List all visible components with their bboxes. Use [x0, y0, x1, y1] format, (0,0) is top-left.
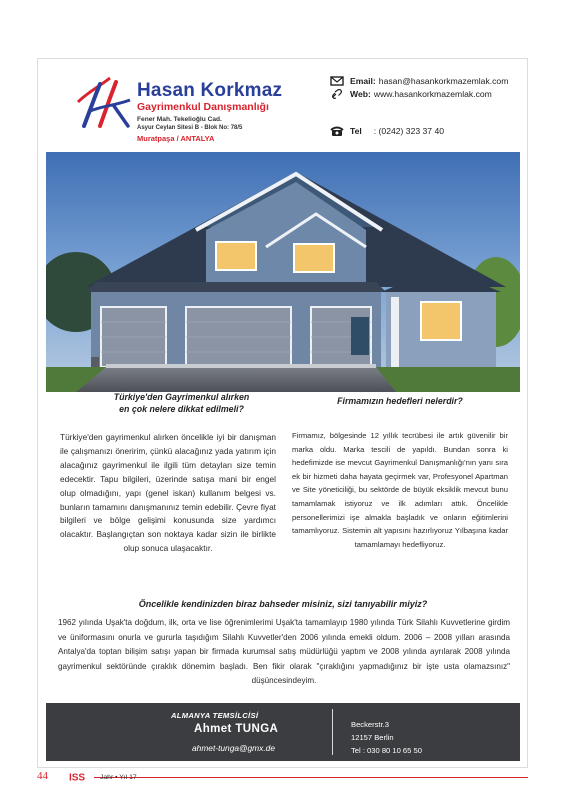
email-link[interactable]: hasan@hasankorkmazemlak.com [378, 76, 509, 86]
tel-value: : (0242) 323 37 40 [373, 126, 445, 136]
address-line-2: Asyur Ceylan Sitesi B - Blok No: 78/5 [137, 125, 243, 131]
web-row [330, 89, 492, 99]
city: 12157 Berlin [351, 732, 394, 742]
web-label: Web: [350, 89, 371, 99]
page-number: 44 [37, 770, 48, 782]
right-heading: Firmamızın hedefleri nelerdir? [337, 396, 463, 406]
envelope-icon [330, 76, 344, 86]
left-heading: Türkiye'den Gayrimenkul alırken en çok nelere dikkat edilmeli? [113, 392, 250, 414]
left-column-text: Türkiye'den gayrimenkul alırken öncelikle iyi bir danışman ile çalışmanızı öneririm, çünkü alacağınız yada yatırım için alacağınız gayrimenkul ile ilgili tüm detayları size temin edecektir. Tapu bilgileri, üzerinde satışa mani bir engel olup olmadığını, yapı (genel iskan) kullanım belgesi vs. bunların tamamını danışmanınız temin edebilir. Çevre fiyat bilgileri ve bölge gelişimi konusunda size yardımcı olacaktır. Başlangıçtan son noktaya kadar sizin ile birlikte olup sonuca ulaşacaktır. [60, 432, 276, 554]
hk-logo-icon [70, 72, 140, 132]
link-icon [330, 89, 344, 99]
house-photo [46, 152, 520, 392]
magazine-logo-text: ISS [68, 772, 86, 782]
email-label: Email: [350, 76, 376, 86]
representative-name: Ahmet TUNGA [194, 723, 279, 735]
representative-address [351, 719, 422, 757]
issue-label: Jahr • Yıl 17 [100, 774, 137, 781]
web-link[interactable]: www.hasankorkmazemlak.com [373, 89, 492, 99]
divider [332, 709, 333, 755]
phone: Tel : 030 80 10 65 50 [351, 745, 422, 755]
street: Beckerstr.3 [351, 720, 389, 729]
representative-email[interactable]: ahmet-tunga@gmx.de [192, 743, 275, 753]
magazine-logo [60, 771, 94, 782]
phone-icon [330, 126, 344, 136]
middle-heading: Öncelikle kendinizden biraz bahseder misiniz, sizi tanıyabilir miyiz? [138, 599, 428, 609]
brand-name: Hasan Korkmaz [137, 80, 283, 101]
representative-box [46, 703, 520, 761]
phone-row [330, 126, 444, 136]
address-line-3: Muratpaşa / ANTALYA [137, 134, 215, 143]
brand-subtitle: Gayrimenkul Danışmanlığı [137, 101, 269, 113]
address-line-1: Fener Mah. Tekelioğlu Cad. [137, 116, 222, 123]
right-column-text: Firmamız, bölgesinde 12 yıllık tecrübesi ile artık güvenilir bir marka oldu. Marka tescili de yapıldı. Bundan sonra ki hedefimizde ise mevcut Gayrimenkul Danışmanlığı'nın yanı sıra ek bir hizmeti daha hayata geçirmek var, Profesyonel Apartman ve Site yöneticiliği, bu sektörde de büyük eksiklik mevcut bunu tamamlamak istiyoruz ve ilk adımları attık. Öncelikle personellerimizi işe almakla başladık ve onların eğitimlerini tamamlıyoruz. Sistemin alt yapısını hazırlıyoruz Yılbaşına kadar tamamlamayı hedefliyoruz. [292, 431, 508, 549]
bio-text: 1962 yılında Uşak'ta doğdum, ilk, orta ve lise öğrenimlerimi Uşak'ta tamamlayıp 1980 yılında Türk Silahlı Kuvvetlerine girdim ve üniformasını onurla ve gururla taşıdığım Silahlı Kuvvetler'den 2006 yılında emekli oldum. 2006 – 2008 yılları arasında Antalya'da toptan bilişim satışı yapan bir firmada kurumsal satış müdürlüğü yaptım ve 2008 yılında ayrılarak 2008 yılında gayrimenkul sektöründe çıraklık dönemim başladı. Ben fikir olarak "çıraklığını yapmadığınız bir işte usta olamazsınız" düşüncesindeyim. [58, 618, 510, 686]
email-row [330, 76, 508, 86]
tel-label: Tel [350, 126, 362, 136]
representative-title: ALMANYA TEMSİLCİSİ [171, 711, 259, 720]
